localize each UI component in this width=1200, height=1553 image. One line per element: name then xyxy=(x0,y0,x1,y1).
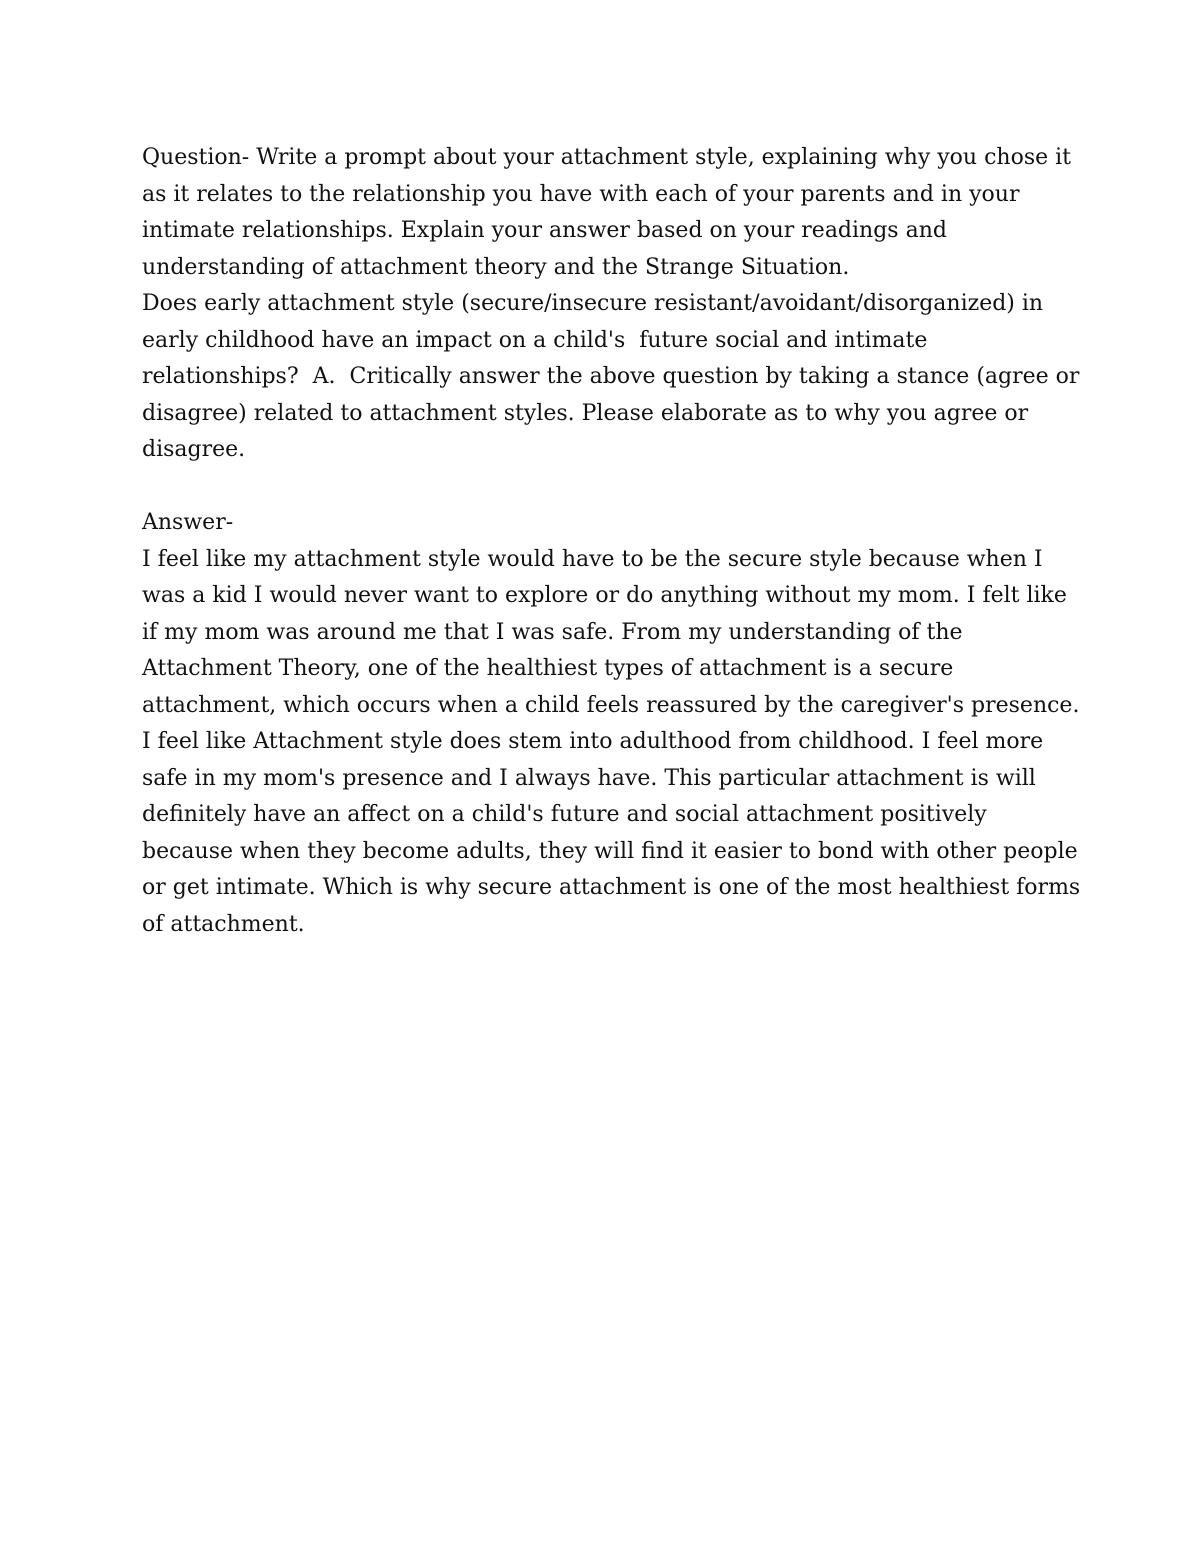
answer-line: or get intimate. Which is why secure attachment is one of the most healthiest forms xyxy=(142,875,1081,900)
question-line: as it relates to the relationship you have with each of your parents and in your xyxy=(142,181,1020,207)
answer-section xyxy=(142,505,1082,943)
question-line: Question- Write a prompt about your attachment style, explaining why you chose it xyxy=(142,145,1072,170)
answer-line: I feel like my attachment style would have to be the secure style because when I xyxy=(142,546,1043,572)
paragraph-spacer xyxy=(142,469,1082,506)
answer-line: attachment, which occurs when a child feels reassured by the caregiver's presence. xyxy=(142,692,1080,718)
question-line: early childhood have an impact on a child's future social and intimate xyxy=(142,327,928,353)
question-line: understanding of attachment theory and the Strange Situation. xyxy=(142,254,850,280)
question-section xyxy=(142,140,1082,469)
document-body xyxy=(142,140,1082,943)
answer-line: safe in my mom's presence and I always have. This particular attachment is will xyxy=(142,765,1036,791)
answer-line: was a kid I would never want to explore or do anything without my mom. I felt like xyxy=(142,583,1067,608)
question-line: disagree) related to attachment styles. Please elaborate as to why you agree or xyxy=(142,400,1029,426)
answer-line: because when they become adults, they will find it easier to bond with other people xyxy=(142,838,1078,864)
question-line: disagree. xyxy=(142,437,246,462)
answer-line: of attachment. xyxy=(142,911,305,937)
question-line: intimate relationships. Explain your answer based on your readings and xyxy=(142,218,947,243)
answer-line: if my mom was around me that I was safe. From my understanding of the xyxy=(142,619,963,645)
answer-line: I feel like Attachment style does stem into adulthood from childhood. I feel more xyxy=(142,729,1044,754)
question-line: Does early attachment style (secure/insecure resistant/avoidant/disorganized) in xyxy=(142,291,1044,316)
question-line: relationships? A. Critically answer the above question by taking a stance (agree or xyxy=(142,364,1080,389)
answer-heading: Answer- xyxy=(142,510,234,535)
answer-line: Attachment Theory, one of the healthiest types of attachment is a secure xyxy=(142,656,954,681)
answer-line: definitely have an affect on a child's future and social attachment positively xyxy=(142,802,987,827)
